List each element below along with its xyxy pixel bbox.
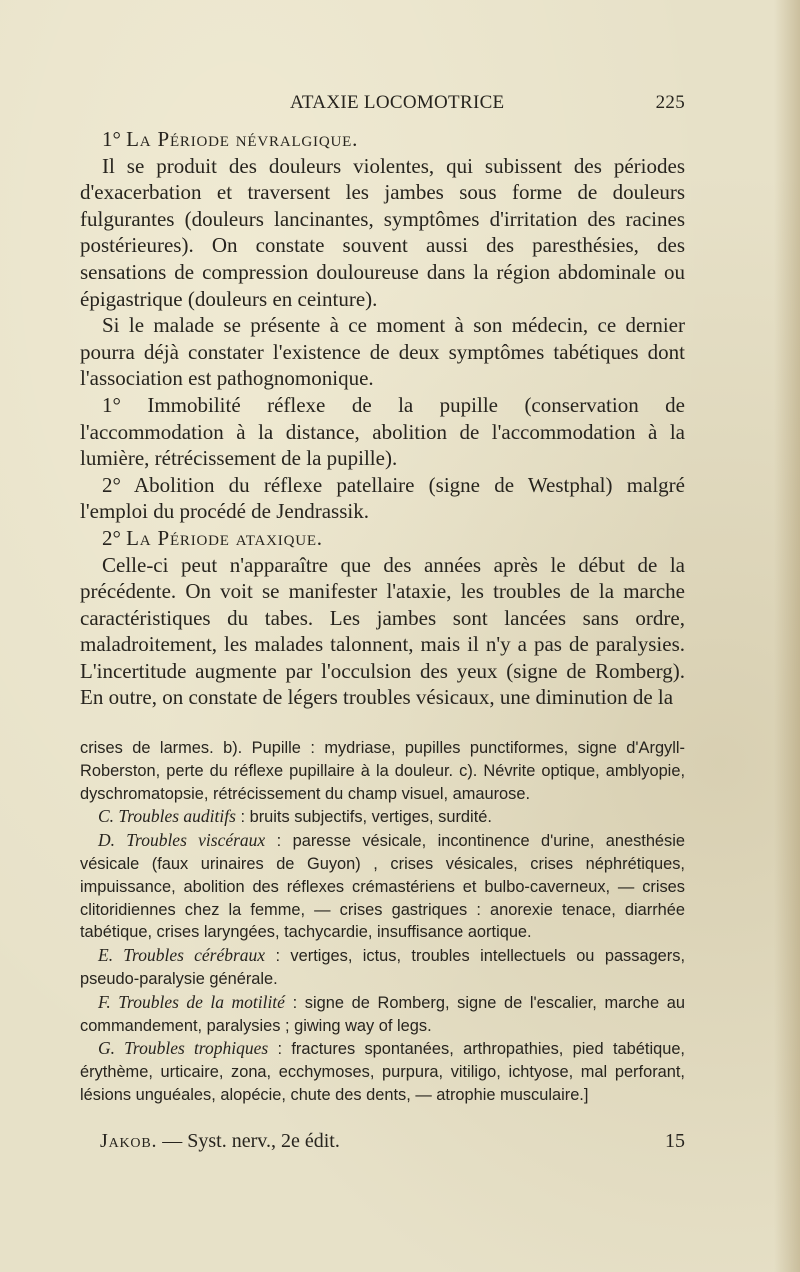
section-number: 2° — [102, 525, 121, 550]
page-edge-shadow — [774, 0, 800, 1272]
footer-work: — Syst. nerv., 2e édit. — [157, 1130, 340, 1152]
paragraph: 1° Immobilité réflexe de la pupille (conservation de l'accommodation à la distance, abolition de l'accommodation à la lumière, rétrécissement de la pupille). — [80, 392, 685, 471]
note-text: : vertiges, ictus, troubles intellectuels ou passagers, pseudo-paralysie générale. — [80, 947, 686, 988]
running-title: ATAXIE LOCOMOTRICE — [290, 92, 505, 113]
note-paragraph — [80, 991, 685, 1038]
running-header — [80, 92, 685, 118]
section-heading-2 — [80, 525, 685, 552]
note-category-label: F. Troubles de la motilité — [98, 991, 285, 1012]
note-category-label: G. Troubles trophiques — [98, 1038, 269, 1059]
page-number: 225 — [655, 92, 685, 113]
paragraph: Si le malade se présente à ce moment à son médecin, ce dernier pourra déjà constater l'existence de deux symptômes tabétiques dont l'association est pathognomonique. — [80, 313, 685, 391]
section-heading-1 — [80, 126, 685, 153]
note-text: : fractures spontanées, arthropathies, pied tabétique, érythème, urticaire, zona, ecchymoses, purpura, vitiligo, ichtyose, mal perforant, lésions unguéales, alopécie, chute des dents, — atrophie musculaire.] — [80, 1040, 685, 1104]
note-paragraph: crises de larmes. b). Pupille : mydriase, pupilles punctiformes, signe d'Argyll-Roberston, perte du réflexe pupillaire à la douleur. c). Névrite optique, amblyopie, dyschromatopsie, rétrécissement du champ visuel, amaurose. — [80, 739, 685, 803]
note-text: : bruits subjectifs, vertiges, surdité. — [235, 808, 492, 827]
main-text — [80, 126, 685, 711]
page-footer — [100, 1130, 685, 1156]
footer-citation — [100, 1130, 340, 1153]
paragraph: Celle-ci peut n'apparaître que des années après le début de la précédente. On voit se manifester l'ataxie, les troubles de la marche caractéristiques du tabes. Les jambes sont lancées sans ordre, maladroitement, les malades talonnent, mais il n'y a pas de paralysies. L'incertitude augmente par l'occulsion des yeux (signe de Romberg). En outre, on constate de légers troubles vésicaux, une diminution de la — [80, 552, 685, 710]
note-category-label: E. Troubles cérébraux — [98, 945, 266, 966]
paragraph: 2° Abolition du réflexe patellaire (signe de Westphal) malgré l'emploi du procédé de Jendrassik. — [80, 472, 685, 524]
note-text: : paresse vésicale, incontinence d'urine, anesthésie vésicale (faux urinaires de Guyon) , crises vésicales, crises néphrétiques, impuissance, abolition des réflexes crémastériens et bulbo-caverneux, — crises clitoridiennes chez la femme, — crises gastriques : anorexie tenace, diarrhée tabétique, crises laryngées, tachycardie, insuffisance aortique. — [80, 832, 685, 942]
footnotes — [80, 737, 685, 1107]
paragraph: Il se produit des douleurs violentes, qui subissent des périodes d'exacerbation et traversent les jambes sous forme de douleurs fulgurantes (douleurs lancinantes, symptômes d'irritation des racines postérieures). On constate souvent aussi des paresthésies, des sensations de compression douloureuse dans la région abdominale ou épigastrique (douleurs en ceinture). — [80, 153, 685, 311]
section-title: La Période névralgique. — [126, 127, 359, 151]
note-category-label: D. Troubles viscéraux — [98, 830, 266, 851]
note-paragraph — [80, 829, 685, 944]
note-paragraph — [80, 805, 685, 829]
note-category-label: C. Troubles auditifs — [98, 806, 236, 827]
note-paragraph — [80, 944, 685, 991]
note-paragraph — [80, 1037, 685, 1106]
section-title: La Période ataxique. — [126, 525, 323, 550]
signature-mark: 15 — [665, 1130, 685, 1152]
note-text: : signe de Romberg, signe de l'escalier, marche au commandement, paralysies ; giwing way of legs. — [80, 993, 685, 1035]
footer-author: Jakob. — [100, 1130, 158, 1152]
section-number: 1° — [102, 127, 121, 151]
